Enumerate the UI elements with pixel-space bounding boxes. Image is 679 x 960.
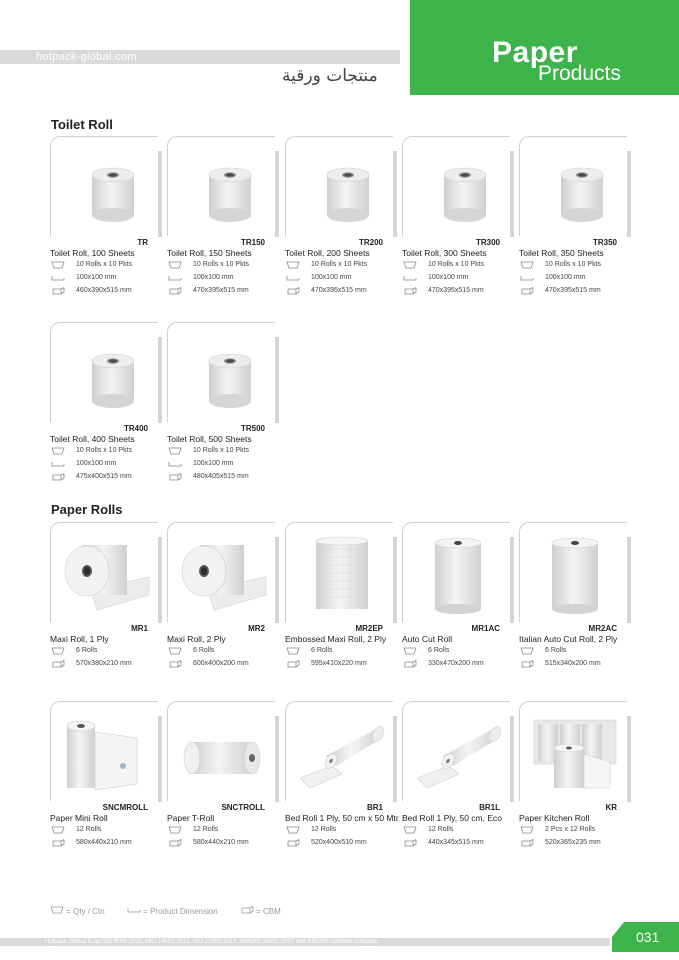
- dimension-icon: [520, 274, 534, 282]
- product-frame: [167, 522, 275, 633]
- product-card-mr1[interactable]: [50, 522, 162, 670]
- spec-cbm: 595x410x220 mm: [285, 657, 397, 670]
- spec-qty: 10 Rolls x 10 Pkts: [519, 258, 631, 271]
- product-code: MR2EP: [355, 624, 383, 633]
- spec-cbm: 520x400x510 mm: [285, 836, 397, 849]
- section-title-paper-rolls: Paper Rolls: [51, 502, 123, 517]
- product-image: [296, 535, 386, 615]
- legend-dim: = Product Dimension: [127, 907, 218, 916]
- carton-icon: [168, 261, 182, 269]
- carton-icon: [51, 826, 65, 834]
- cube-icon: [403, 287, 417, 295]
- product-name: Toilet Roll, 350 Sheets: [519, 248, 604, 258]
- product-code: TR300: [475, 238, 500, 247]
- spec-dim: 100x100 mm: [167, 457, 279, 470]
- cube-icon: [286, 839, 300, 847]
- spec-qty: 12 Rolls: [167, 823, 279, 836]
- product-name: Bed Roll 1 Ply, 50 cm, Eco: [402, 813, 502, 823]
- cube-icon: [520, 839, 534, 847]
- product-name: Toilet Roll, 100 Sheets: [50, 248, 135, 258]
- product-frame: [167, 136, 275, 247]
- product-name: Toilet Roll, 300 Sheets: [402, 248, 487, 258]
- page-title: Paper: [492, 36, 578, 69]
- product-name: Paper Kitchen Roll: [519, 813, 590, 823]
- product-image: [560, 167, 604, 223]
- product-frame: [285, 701, 393, 812]
- product-frame: [50, 522, 158, 633]
- product-frame: [519, 136, 627, 247]
- product-name: Italian Auto Cut Roll, 2 Ply: [519, 634, 618, 644]
- spec-dim: 100x100 mm: [285, 271, 397, 284]
- product-name: Paper Mini Roll: [50, 813, 108, 823]
- spec-cbm: 515x340x200 mm: [519, 657, 631, 670]
- spec-qty: 6 Rolls: [519, 644, 631, 657]
- spec-cbm: 470x395x515 mm: [402, 284, 514, 297]
- product-name: Toilet Roll, 500 Sheets: [167, 434, 252, 444]
- product-image: [326, 167, 370, 223]
- dimension-icon: [127, 906, 141, 914]
- product-name: Toilet Roll, 200 Sheets: [285, 248, 370, 258]
- product-image: [296, 714, 386, 794]
- spec-qty: 10 Rolls x 10 Pkts: [50, 258, 162, 271]
- footer-certification-text: Hotpack Global is an ISO 9001:2015, ISO 14001:2015, ISO 22000:2018, OHSAS 18001:2007 and BRCGS certified company: [45, 939, 378, 945]
- product-code: TR: [137, 238, 148, 247]
- product-name: Toilet Roll, 150 Sheets: [167, 248, 252, 258]
- product-image: [91, 167, 135, 223]
- product-code: KR: [605, 803, 617, 812]
- section-title-toilet-roll: Toilet Roll: [51, 117, 113, 132]
- dimension-icon: [403, 274, 417, 282]
- product-code: SNCMROLL: [102, 803, 148, 812]
- product-card-br1[interactable]: [285, 701, 397, 849]
- spec-cbm: 580x440x210 mm: [50, 836, 162, 849]
- spec-dim: 100x100 mm: [519, 271, 631, 284]
- spec-dim: 100x100 mm: [167, 271, 279, 284]
- spec-qty: 2 Pcs x 12 Rolls: [519, 823, 631, 836]
- carton-icon: [286, 261, 300, 269]
- product-frame: [402, 136, 510, 247]
- product-card-mr1ac[interactable]: [402, 522, 514, 670]
- product-name: Maxi Roll, 1 Ply: [50, 634, 109, 644]
- carton-icon: [168, 647, 182, 655]
- product-card-tr300[interactable]: [402, 136, 514, 297]
- spec-qty: 12 Rolls: [402, 823, 514, 836]
- spec-qty: 12 Rolls: [50, 823, 162, 836]
- carton-icon: [51, 447, 65, 455]
- arabic-title: منتجات ورقية: [282, 66, 378, 86]
- cube-icon: [520, 287, 534, 295]
- product-image: [530, 535, 620, 615]
- product-card-tr500[interactable]: [167, 322, 279, 483]
- dimension-icon: [168, 460, 182, 468]
- product-code: MR2: [248, 624, 265, 633]
- product-code: MR2AC: [588, 624, 617, 633]
- carton-icon: [520, 826, 534, 834]
- carton-icon: [168, 826, 182, 834]
- product-card-mr2ep[interactable]: [285, 522, 397, 670]
- spec-cbm: 520x365x235 mm: [519, 836, 631, 849]
- product-image: [443, 167, 487, 223]
- product-name: Paper T-Roll: [167, 813, 215, 823]
- dimension-icon: [51, 274, 65, 282]
- spec-qty: 10 Rolls x 10 Pkts: [50, 444, 162, 457]
- spec-cbm: 470x395x515 mm: [285, 284, 397, 297]
- carton-icon: [286, 647, 300, 655]
- product-card-br1l[interactable]: [402, 701, 514, 849]
- carton-icon: [286, 826, 300, 834]
- spec-qty: 6 Rolls: [167, 644, 279, 657]
- cube-icon: [286, 287, 300, 295]
- cube-icon: [168, 473, 182, 481]
- spec-dim: 100x100 mm: [402, 271, 514, 284]
- legend-cbm: = CBM: [240, 907, 281, 916]
- carton-icon: [403, 261, 417, 269]
- dimension-icon: [286, 274, 300, 282]
- carton-icon: [168, 447, 182, 455]
- product-code: TR200: [358, 238, 383, 247]
- product-frame: [50, 136, 158, 247]
- spec-qty: 12 Rolls: [285, 823, 397, 836]
- product-frame: [285, 136, 393, 247]
- spec-qty: 6 Rolls: [50, 644, 162, 657]
- spec-cbm: 570x380x210 mm: [50, 657, 162, 670]
- cube-icon: [168, 287, 182, 295]
- cube-icon: [520, 660, 534, 668]
- cube-icon: [168, 660, 182, 668]
- carton-icon: [520, 261, 534, 269]
- spec-cbm: 330x470x200 mm: [402, 657, 514, 670]
- product-frame: [519, 522, 627, 633]
- product-code: TR350: [592, 238, 617, 247]
- cube-icon: [51, 473, 65, 481]
- product-image: [61, 714, 151, 794]
- product-frame: [167, 701, 275, 812]
- product-code: MR1AC: [471, 624, 500, 633]
- legend-qty: = Qty / Ctn: [50, 907, 105, 916]
- spec-cbm: 475x400x515 mm: [50, 470, 162, 483]
- product-frame: [402, 522, 510, 633]
- product-frame: [167, 322, 275, 433]
- spec-cbm: 440x345x515 mm: [402, 836, 514, 849]
- product-image: [208, 353, 252, 409]
- dimension-icon: [168, 274, 182, 282]
- product-code: TR500: [240, 424, 265, 433]
- product-image: [530, 714, 620, 794]
- product-image: [208, 167, 252, 223]
- product-code: BR1: [366, 803, 383, 812]
- product-name: Auto Cut Roll: [402, 634, 453, 644]
- carton-icon: [50, 906, 64, 914]
- page-subtitle: Products: [538, 62, 621, 85]
- spec-dim: 100x100 mm: [50, 271, 162, 284]
- cube-icon: [51, 839, 65, 847]
- spec-qty: 10 Rolls x 10 Pkts: [285, 258, 397, 271]
- product-image: [178, 714, 268, 794]
- product-card-mr2[interactable]: [167, 522, 279, 670]
- product-name: Toilet Roll, 400 Sheets: [50, 434, 135, 444]
- carton-icon: [403, 647, 417, 655]
- cube-icon: [240, 906, 254, 914]
- spec-cbm: 460x390x515 mm: [50, 284, 162, 297]
- page-number: 031: [636, 929, 660, 945]
- product-name: Embossed Maxi Roll, 2 Ply: [285, 634, 387, 644]
- product-name: Bed Roll 1 Ply, 50 cm x 50 Mtr: [285, 813, 399, 823]
- spec-cbm: 470x395x515 mm: [167, 284, 279, 297]
- spec-cbm: 480x405x515 mm: [167, 470, 279, 483]
- cube-icon: [51, 287, 65, 295]
- product-card-tr400[interactable]: [50, 322, 162, 483]
- product-code: TR150: [240, 238, 265, 247]
- product-card-snctroll[interactable]: [167, 701, 279, 849]
- product-card-tr200[interactable]: [285, 136, 397, 297]
- carton-icon: [51, 647, 65, 655]
- spec-qty: 10 Rolls x 10 Pkts: [402, 258, 514, 271]
- product-card-sncmroll[interactable]: [50, 701, 162, 849]
- spec-qty: 6 Rolls: [402, 644, 514, 657]
- legend: [50, 906, 301, 916]
- product-card-tr350[interactable]: [519, 136, 631, 297]
- spec-dim: 100x100 mm: [50, 457, 162, 470]
- product-card-kr[interactable]: [519, 701, 631, 849]
- product-frame: [50, 322, 158, 433]
- carton-icon: [51, 261, 65, 269]
- spec-cbm: 600x400x200 mm: [167, 657, 279, 670]
- product-image: [61, 535, 151, 615]
- product-card-tr150[interactable]: [167, 136, 279, 297]
- cube-icon: [168, 839, 182, 847]
- spec-qty: 10 Rolls x 10 Pkts: [167, 258, 279, 271]
- cube-icon: [403, 660, 417, 668]
- product-code: MR1: [131, 624, 148, 633]
- product-image: [178, 535, 268, 615]
- product-image: [413, 714, 503, 794]
- product-code: BR1L: [479, 803, 500, 812]
- product-frame: [519, 701, 627, 812]
- product-frame: [402, 701, 510, 812]
- product-image: [91, 353, 135, 409]
- carton-icon: [403, 826, 417, 834]
- product-frame: [285, 522, 393, 633]
- cube-icon: [51, 660, 65, 668]
- product-card-tr[interactable]: [50, 136, 162, 297]
- cube-icon: [403, 839, 417, 847]
- carton-icon: [520, 647, 534, 655]
- website-link[interactable]: hotpack-global.com: [36, 51, 137, 63]
- product-code: TR400: [123, 424, 148, 433]
- spec-qty: 6 Rolls: [285, 644, 397, 657]
- product-code: SNCTROLL: [221, 803, 265, 812]
- spec-qty: 10 Rolls x 10 Pkts: [167, 444, 279, 457]
- product-name: Maxi Roll, 2 Ply: [167, 634, 226, 644]
- spec-cbm: 470x395x515 mm: [519, 284, 631, 297]
- spec-cbm: 580x440x210 mm: [167, 836, 279, 849]
- cube-icon: [286, 660, 300, 668]
- product-frame: [50, 701, 158, 812]
- dimension-icon: [51, 460, 65, 468]
- product-card-mr2ac[interactable]: [519, 522, 631, 670]
- product-image: [413, 535, 503, 615]
